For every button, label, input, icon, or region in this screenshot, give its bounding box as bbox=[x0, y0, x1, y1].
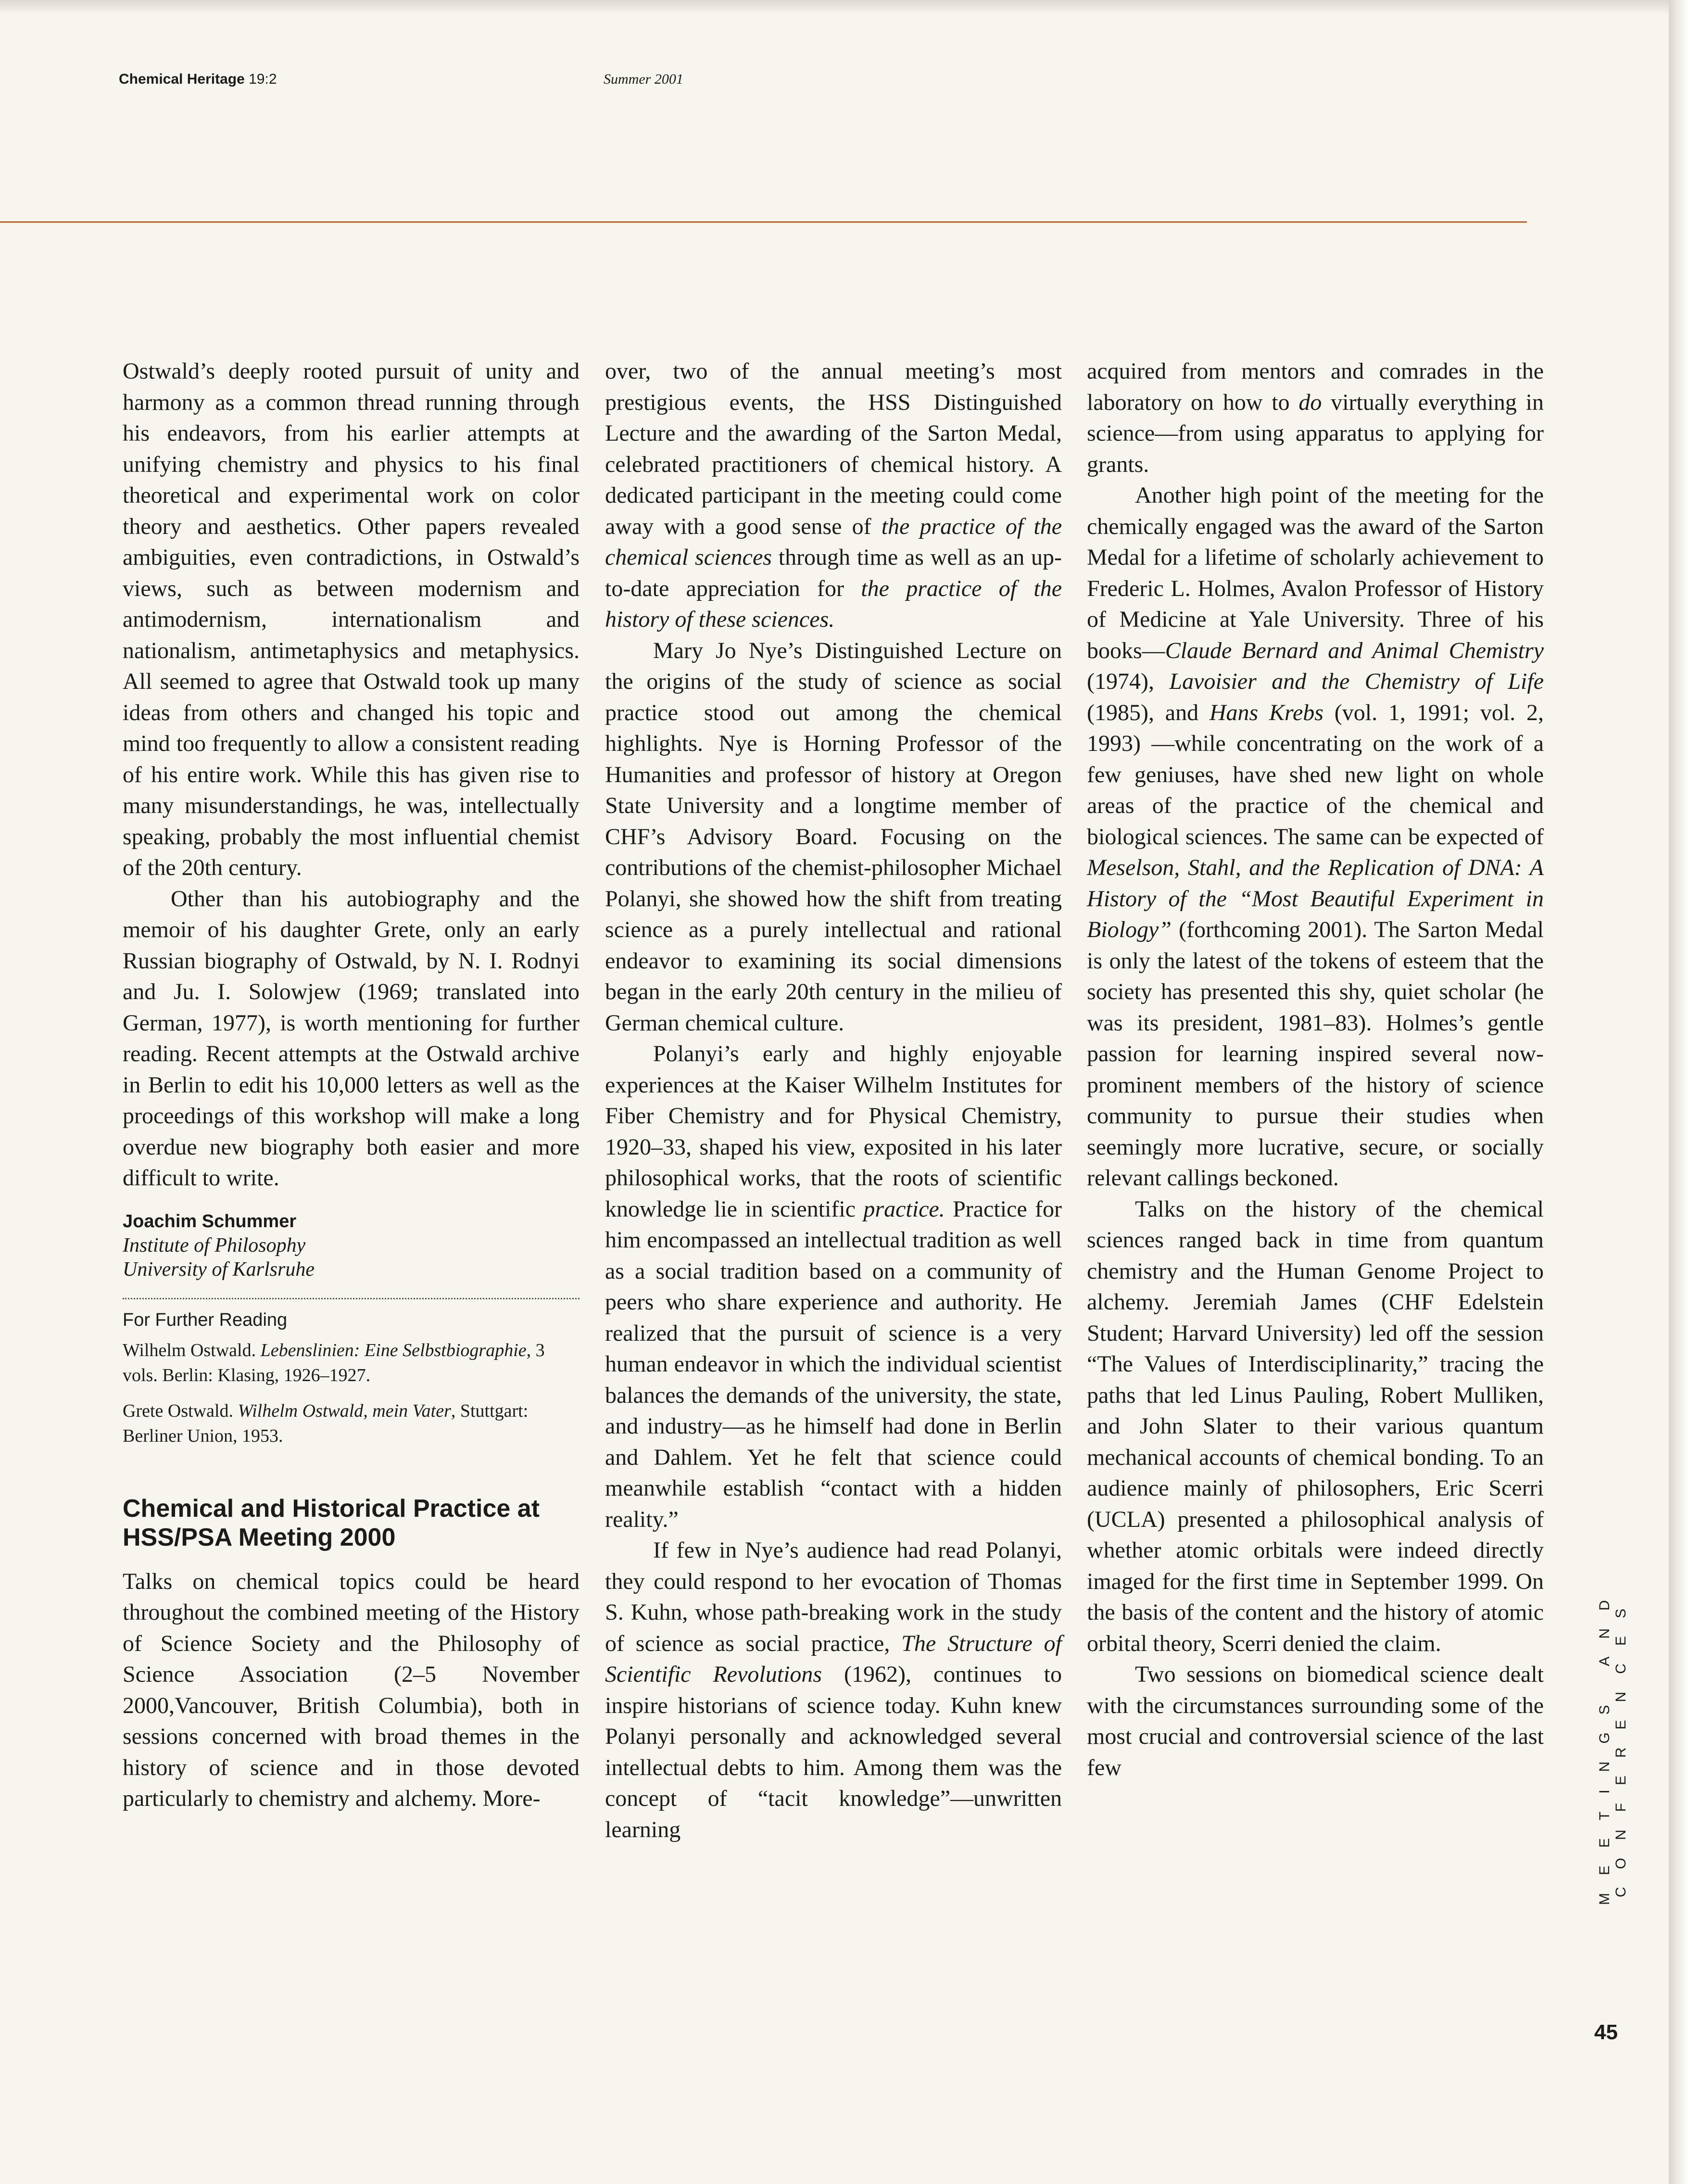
text-italic: Meselson, Stahl, and the Replication of DNA: A History of the “Most Beautiful Experiment in Biology” bbox=[1087, 855, 1544, 942]
text-run: (1985), and bbox=[1087, 699, 1210, 725]
paragraph bbox=[605, 1535, 1062, 1845]
paragraph: Talks on the history of the chemical sciences ranged back in time from quantum chemistry and the Human Genome Project to alchemy. Jeremiah James (CHF Edelstein Student; Harvard University) led off the session “The Values of Interdisciplinarity,” tracing the paths that led Linus Pauling, Robert Mulliken, and John Slater to their various quantum mechanical accounts of chemical bonding. To an audience mainly of philosophers, Eric Scerri (UCLA) presented a philosophical analysis of whether atomic orbitals were indeed directly imaged for the first time in September 1999. On the basis of the content and the history of atomic orbital theory, Scerri denied the claim. bbox=[1087, 1196, 1544, 1656]
text-italic: The Structure of Scientific Revolutions bbox=[605, 1630, 1062, 1687]
paragraph: Talks on chemical topics could be heard throughout the combined meeting of the History of Science Society and the Philosophy of Science Association (2–5 November 2000,Vancouver, British Columbia), both in sessions concerned with broad themes in the history of science and in those devoted particularly to chemistry and alchemy. More- bbox=[123, 1568, 580, 1811]
journal-title: Chemical Heritage bbox=[119, 71, 245, 87]
scan-shadow bbox=[0, 0, 1669, 14]
text-run: over, two of the annual meeting’s most prestigious events, the HSS Distinguished Lecture and the awarding of the Sarton Medal, celebrated practitioners of chemical history. A dedicated participant in the meeting could come away with a good sense of bbox=[605, 358, 1062, 539]
paragraph bbox=[605, 1039, 1062, 1535]
column-2 bbox=[605, 356, 1062, 1845]
reference-title: Lebenslinien: Eine Selbstbiographie bbox=[260, 1340, 527, 1360]
text-run: Another high point of the meeting for the chemically engaged was the award of the Sarton Medal for a lifetime of scholarly achievement to Frederic L. Holmes, Avalon Professor of History of Medicine at Yale University. Three of his books— bbox=[1087, 483, 1544, 663]
reference-item bbox=[123, 1338, 580, 1388]
column-1 bbox=[123, 356, 580, 1815]
text-run: (1962), continues to inspire historians of science today. Kuhn knew Polanyi personally and acknowledged several intellectual debts to him. Among them was the concept of “tacit knowledge”—unwritten learning bbox=[605, 1662, 1062, 1842]
further-reading bbox=[123, 1298, 580, 1448]
page-edge bbox=[1669, 0, 1701, 2184]
journal-name bbox=[119, 71, 277, 88]
text-run: Polanyi’s early and highly enjoyable experiences at the Kaiser Wilhelm Institutes for Fiber Chemistry and for Physical Chemistry, 1920–33, shaped his view, exposited in his later philosophical works, that the roots of scientific knowledge lie in scientific bbox=[605, 1041, 1062, 1222]
reference-item bbox=[123, 1398, 580, 1448]
text-run: acquired from mentors and comrades in the laboratory on how to bbox=[1087, 358, 1544, 415]
reference-publisher: , 3 vols. Berlin: Klasing, 1926–1927. bbox=[123, 1340, 545, 1385]
text-italic: the practice of the history of these sciences. bbox=[605, 575, 1062, 632]
text-italic: Hans Krebs bbox=[1209, 699, 1323, 725]
paragraph: Mary Jo Nye’s Distinguished Lecture on the origins of the study of science as social practice stood out among the chemical highlights. Nye is Horning Professor of the Humanities and professor of history at Oregon State University and a longtime member of CHF’s Advisory Board. Focusing on the contributions of the chemist-philosopher Michael Polanyi, she showed how the shift from treating science as a purely intellectual and rational endeavor to examining its social dimensions began in the early 20th century in the milieu of German chemical culture. bbox=[605, 637, 1062, 1036]
paragraph: Ostwald’s deeply rooted pursuit of unity and harmony as a common thread running through his endeavors, from his earlier attempts at unifying chemistry and physics to his final theoretical and experimental work on color theory and aesthetics. Other papers revealed ambiguities, even contradictions, in Ostwald’s views, such as between modernism and antimodernism, internationalism and nationalism, antimetaphysics and metaphysics. All seemed to agree that Ostwald took up many ideas from others and changed his topic and mind too frequently to allow a consistent reading of his entire work. While this has given rise to many misunderstandings, he was, intellectually speaking, probably the most influential chemist of the 20th century. bbox=[123, 358, 580, 880]
text-run: through time as well as an up-to-date appreciation for bbox=[605, 545, 1062, 601]
text-run: Practice for him encompassed an intellectual tradition as well as a social tradition based on a community of peers who share experience and authority. He realized that the pursuit of science is a very human endeavor in which the individual scientist balances the demands of the university, the state, and industry—as he himself had done in Berlin and Dahlem. Yet he felt that science could meanwhile establish “contact with a hidden reality.” bbox=[605, 1196, 1062, 1532]
reference-author: Grete Ostwald. bbox=[123, 1400, 238, 1421]
text-run: (vol. 1, 1991; vol. 2, 1993) —while concentrating on the work of a few geniuses, have shed new light on whole areas of the practice of the chemical and biological sciences. The same can be expected of bbox=[1087, 699, 1544, 850]
text-run: (1974), bbox=[1087, 669, 1170, 694]
reference-title: Wilhelm Ostwald, mein Vater bbox=[238, 1400, 451, 1421]
text-italic: the practice of the chemical sciences bbox=[605, 513, 1062, 570]
issue-season: Summer 2001 bbox=[604, 71, 683, 87]
paragraph bbox=[605, 356, 1062, 635]
paragraph bbox=[1087, 356, 1544, 480]
further-reading-heading: For Further Reading bbox=[123, 1309, 288, 1330]
author-name: Joachim Schummer bbox=[123, 1211, 297, 1232]
paragraph bbox=[1087, 480, 1544, 1194]
author-affiliation: Institute of Philosophy bbox=[123, 1234, 306, 1257]
text-run: (forthcoming 2001). The Sarton Medal is only the latest of the tokens of esteem that the society has presented this shy, quiet scholar (he was its president, 1981–83). Holmes’s gentle passion for learning inspired several now-prominent members of the history of science community to pursue their studies when seemingly more lucrative, secure, or socially relevant callings beckoned. bbox=[1087, 917, 1544, 1191]
text-run: virtually everything in science—from using apparatus to applying for grants. bbox=[1087, 389, 1544, 477]
header-rule bbox=[0, 221, 1527, 223]
text-italic: Lavoisier and the Chemistry of Life bbox=[1169, 669, 1544, 694]
paragraph: Two sessions on biomedical science dealt with the circumstances surrounding some of the most crucial and controversial science of the last few bbox=[1087, 1662, 1544, 1780]
paragraph: Other than his autobiography and the memoir of his daughter Grete, only an early Russian biography of Ostwald, by N. I. Rodnyi and Ju. I. Solowjew (1969; translated into German, 1977), is worth mentioning for further reading. Recent attempts at the Ostwald archive in Berlin to edit his 10,000 letters as well as the proceedings of this workshop will make a long overdue new biography both easier and more difficult to write. bbox=[123, 886, 580, 1191]
column-3 bbox=[1087, 356, 1544, 1783]
article-heading: Chemical and Historical Practice at HSS/PSA Meeting 2000 bbox=[123, 1494, 540, 1551]
text-italic: do bbox=[1298, 389, 1322, 415]
section-side-label: MEETINGS AND CONFERENCES bbox=[1597, 1582, 1629, 1905]
text-italic: practice. bbox=[863, 1196, 945, 1222]
text-italic: Claude Bernard and Animal Chemistry bbox=[1165, 637, 1544, 663]
author-byline bbox=[123, 1209, 580, 1282]
reference-author: Wilhelm Ostwald. bbox=[123, 1340, 261, 1360]
author-affiliation: University of Karlsruhe bbox=[123, 1258, 315, 1281]
page-number: 45 bbox=[1594, 2020, 1618, 2044]
reference-publisher: , Stuttgart: Berliner Union, 1953. bbox=[123, 1400, 529, 1446]
running-header bbox=[119, 71, 1525, 100]
text-run: If few in Nye’s audience had read Polanyi, they could respond to her evocation of Thomas S. Kuhn, whose path-breaking work in the study of science as social practice, bbox=[605, 1537, 1062, 1656]
journal-issue: 19:2 bbox=[249, 71, 277, 87]
